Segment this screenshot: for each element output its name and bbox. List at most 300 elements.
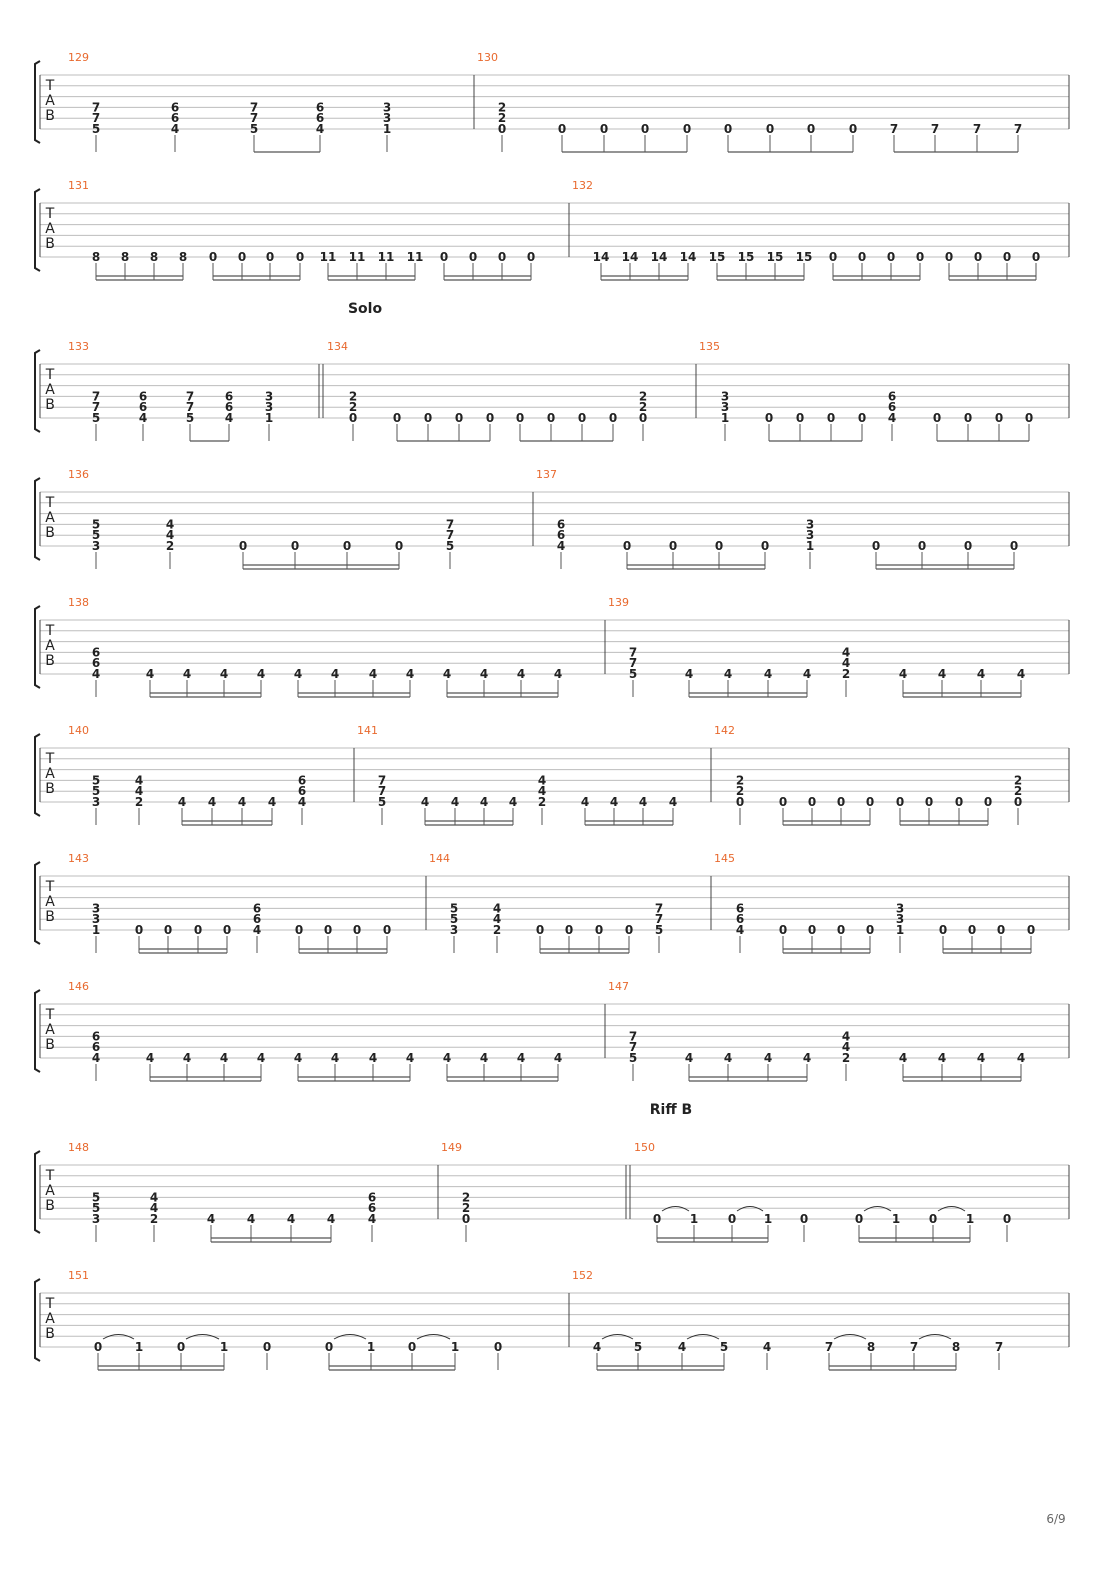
fret-number: 0 [497, 250, 507, 264]
fret-number: 4 [508, 795, 518, 809]
system-bracket [35, 734, 40, 816]
fret-number: 8 [951, 1340, 961, 1354]
fret-number: 7 [889, 122, 899, 136]
fret-number: 0 [895, 795, 905, 809]
fret-number: 4 [177, 795, 187, 809]
fret-number: 4 [405, 1051, 415, 1065]
tab-clef-letter: B [45, 236, 55, 252]
fret-number: 4 [684, 1051, 694, 1065]
tab-clef-letter: B [45, 1326, 55, 1342]
measure-number: 131 [68, 179, 89, 192]
fret-number: 3 [720, 389, 730, 404]
fret-number: 0 [564, 923, 574, 937]
fret-number: 0 [163, 923, 173, 937]
fret-number: 0 [454, 411, 464, 425]
fret-number: 11 [319, 250, 337, 264]
fret-number: 7 [824, 1340, 834, 1354]
fret-number: 5 [91, 773, 101, 788]
system-bracket [35, 606, 40, 688]
fret-number: 0 [848, 122, 858, 136]
fret-number: 4 [297, 795, 307, 809]
fret-number: 11 [377, 250, 395, 264]
hammer-on-slur [103, 1335, 134, 1340]
fret-number: 5 [91, 528, 101, 543]
fret-number: 0 [485, 411, 495, 425]
measure-number: 151 [68, 1269, 89, 1282]
fret-number: 15 [737, 250, 755, 264]
fret-number: 0 [938, 923, 948, 937]
fret-number: 0 [1026, 923, 1036, 937]
fret-number: 0 [439, 250, 449, 264]
tab-clef-letter: T [45, 879, 55, 895]
hammer-on-slur [919, 1335, 951, 1340]
tab-clef-letter: A [45, 382, 55, 398]
fret-number: 4 [315, 122, 325, 136]
hammer-on-slur [662, 1207, 689, 1212]
fret-number: 6 [367, 1190, 377, 1205]
fret-number: 4 [492, 901, 502, 916]
fret-number: 6 [138, 389, 148, 404]
fret-number: 14 [592, 250, 610, 264]
fret-number: 6 [138, 400, 148, 415]
tab-clef-letter: B [45, 909, 55, 925]
fret-number: 4 [256, 667, 266, 681]
fret-number: 4 [237, 795, 247, 809]
fret-number: 1 [720, 411, 730, 425]
fret-number: 7 [377, 784, 387, 799]
fret-number: 7 [445, 517, 455, 532]
page-number: 6/9 [1046, 1512, 1066, 1526]
tab-clef-letter: A [45, 510, 55, 526]
tab-clef-letter: A [45, 93, 55, 109]
fret-number: 4 [763, 667, 773, 681]
fret-number: 8 [178, 250, 188, 264]
fret-number: 5 [377, 795, 387, 809]
fret-number: 0 [865, 795, 875, 809]
fret-number: 7 [249, 111, 259, 126]
fret-number: 4 [170, 122, 180, 136]
tab-clef-letter: B [45, 781, 55, 797]
fret-number: 4 [405, 667, 415, 681]
fret-number: 4 [326, 1212, 336, 1226]
fret-number: 5 [185, 411, 195, 425]
fret-number: 1 [134, 1340, 144, 1354]
fret-number: 6 [887, 389, 897, 404]
fret-number: 0 [994, 411, 1004, 425]
fret-number: 15 [766, 250, 784, 264]
measure-number: 141 [357, 724, 378, 737]
fret-number: 4 [580, 795, 590, 809]
fret-number: 7 [654, 901, 664, 916]
fret-number: 0 [944, 250, 954, 264]
fret-number: 7 [628, 656, 638, 671]
measure-number: 149 [441, 1141, 462, 1154]
fret-number: 0 [928, 1212, 938, 1226]
system-bracket [35, 350, 40, 432]
fret-number: 7 [930, 122, 940, 136]
fret-number: 5 [628, 1051, 638, 1065]
fret-number: 4 [134, 773, 144, 788]
fret-number: 4 [182, 1051, 192, 1065]
fret-number: 0 [193, 923, 203, 937]
fret-number: 0 [134, 923, 144, 937]
system-bracket [35, 189, 40, 271]
fret-number: 0 [807, 923, 817, 937]
fret-number: 0 [735, 795, 745, 809]
fret-number: 5 [628, 667, 638, 681]
fret-number: 6 [735, 912, 745, 927]
fret-number: 0 [954, 795, 964, 809]
fret-number: 4 [898, 667, 908, 681]
tab-clef-letter: T [45, 78, 55, 94]
fret-number: 7 [249, 100, 259, 115]
fret-number: 1 [895, 923, 905, 937]
fret-number: 14 [650, 250, 668, 264]
fret-number: 3 [382, 111, 392, 126]
tab-clef-letter: A [45, 1022, 55, 1038]
fret-number: 7 [628, 1029, 638, 1044]
system-bracket [35, 1151, 40, 1233]
fret-number: 1 [689, 1212, 699, 1226]
measure-number: 144 [429, 852, 450, 865]
fret-number: 0 [294, 923, 304, 937]
fret-number: 4 [976, 1051, 986, 1065]
fret-number: 6 [315, 111, 325, 126]
fret-number: 0 [323, 923, 333, 937]
measure-number: 135 [699, 340, 720, 353]
fret-number: 1 [91, 923, 101, 937]
system-bracket [35, 862, 40, 944]
fret-number: 5 [91, 122, 101, 136]
tab-clef-letter: A [45, 894, 55, 910]
tab-clef-letter: B [45, 397, 55, 413]
fret-number: 2 [461, 1201, 471, 1216]
fret-number: 7 [377, 773, 387, 788]
fret-number: 0 [652, 1212, 662, 1226]
tab-clef-letter: T [45, 367, 55, 383]
fret-number: 8 [149, 250, 159, 264]
fret-number: 0 [806, 122, 816, 136]
tab-clef-letter: A [45, 766, 55, 782]
fret-number: 6 [91, 1040, 101, 1055]
fret-number: 0 [557, 122, 567, 136]
tab-clef-letter: B [45, 1037, 55, 1053]
hammer-on-slur [737, 1207, 763, 1212]
fret-number: 0 [917, 539, 927, 553]
fret-number: 0 [1009, 539, 1019, 553]
fret-number: 3 [264, 400, 274, 415]
fret-number: 0 [222, 923, 232, 937]
tab-clef-letter: T [45, 623, 55, 639]
tab-clef-letter: B [45, 108, 55, 124]
fret-number: 1 [382, 122, 392, 136]
hammer-on-slur [334, 1335, 366, 1340]
fret-number: 2 [497, 100, 507, 115]
measure-number: 133 [68, 340, 89, 353]
fret-number: 0 [682, 122, 692, 136]
fret-number: 7 [628, 1040, 638, 1055]
measure-number: 134 [327, 340, 348, 353]
fret-number: 0 [983, 795, 993, 809]
fret-number: 4 [182, 667, 192, 681]
fret-number: 2 [1013, 784, 1023, 799]
fret-number: 4 [537, 773, 547, 788]
fret-number: 4 [219, 667, 229, 681]
fret-number: 4 [224, 411, 234, 425]
measure-number: 148 [68, 1141, 89, 1154]
fret-number: 0 [352, 923, 362, 937]
hammer-on-slur [417, 1335, 450, 1340]
fret-number: 0 [1013, 795, 1023, 809]
fret-number: 0 [342, 539, 352, 553]
fret-number: 5 [719, 1340, 729, 1354]
fret-number: 5 [633, 1340, 643, 1354]
fret-number: 15 [708, 250, 726, 264]
fret-number: 7 [972, 122, 982, 136]
fret-number: 0 [963, 411, 973, 425]
fret-number: 4 [976, 667, 986, 681]
fret-number: 1 [450, 1340, 460, 1354]
fret-number: 7 [185, 389, 195, 404]
hammer-on-slur [687, 1335, 719, 1340]
fret-number: 4 [609, 795, 619, 809]
fret-number: 4 [442, 1051, 452, 1065]
fret-number: 6 [91, 1029, 101, 1044]
fret-number: 4 [723, 667, 733, 681]
fret-number: 1 [264, 411, 274, 425]
fret-number: 0 [836, 795, 846, 809]
fret-number: 2 [348, 400, 358, 415]
fret-number: 4 [138, 411, 148, 425]
tab-clef-letter: A [45, 221, 55, 237]
measure-number: 130 [477, 51, 498, 64]
fret-number: 2 [735, 784, 745, 799]
fret-number: 0 [461, 1212, 471, 1226]
measure-number: 138 [68, 596, 89, 609]
fret-number: 4 [368, 667, 378, 681]
fret-number: 0 [176, 1340, 186, 1354]
fret-number: 1 [805, 539, 815, 553]
fret-number: 5 [654, 923, 664, 937]
measure-number: 129 [68, 51, 89, 64]
fret-number: 0 [295, 250, 305, 264]
fret-number: 4 [802, 1051, 812, 1065]
fret-number: 0 [608, 411, 618, 425]
fret-number: 3 [91, 901, 101, 916]
fret-number: 2 [638, 400, 648, 415]
fret-number: 1 [219, 1340, 229, 1354]
fret-number: 14 [621, 250, 639, 264]
fret-number: 6 [735, 901, 745, 916]
fret-number: 0 [382, 923, 392, 937]
fret-number: 0 [594, 923, 604, 937]
fret-number: 5 [91, 1201, 101, 1216]
measure-number: 132 [572, 179, 593, 192]
fret-number: 2 [735, 773, 745, 788]
fret-number: 2 [165, 539, 175, 553]
fret-number: 8 [120, 250, 130, 264]
fret-number: 5 [445, 539, 455, 553]
fret-number: 0 [394, 539, 404, 553]
tab-clef-letter: A [45, 638, 55, 654]
fret-number: 0 [727, 1212, 737, 1226]
fret-number: 6 [252, 901, 262, 916]
fret-number: 4 [207, 795, 217, 809]
fret-number: 4 [684, 667, 694, 681]
fret-number: 0 [967, 923, 977, 937]
fret-number: 4 [149, 1201, 159, 1216]
tab-clef-letter: A [45, 1183, 55, 1199]
fret-number: 0 [826, 411, 836, 425]
measure-number: 136 [68, 468, 89, 481]
tab-clef-letter: T [45, 495, 55, 511]
fret-number: 0 [238, 539, 248, 553]
fret-number: 3 [91, 912, 101, 927]
hammer-on-slur [834, 1335, 866, 1340]
fret-number: 0 [807, 795, 817, 809]
fret-number: 2 [497, 111, 507, 126]
section-label: Riff B [649, 1102, 693, 1118]
fret-number: 4 [286, 1212, 296, 1226]
fret-number: 2 [149, 1212, 159, 1226]
fret-number: 2 [638, 389, 648, 404]
fret-number: 6 [556, 517, 566, 532]
hammer-on-slur [602, 1335, 633, 1340]
system-bracket [35, 990, 40, 1072]
fret-number: 5 [91, 784, 101, 799]
fret-number: 4 [898, 1051, 908, 1065]
fret-number: 7 [654, 912, 664, 927]
fret-number: 0 [515, 411, 525, 425]
fret-number: 4 [252, 923, 262, 937]
fret-number: 5 [249, 122, 259, 136]
fret-number: 0 [638, 411, 648, 425]
hammer-on-slur [186, 1335, 219, 1340]
fret-number: 3 [805, 517, 815, 532]
fret-number: 4 [516, 667, 526, 681]
fret-number: 1 [891, 1212, 901, 1226]
fret-number: 4 [1016, 667, 1026, 681]
fret-number: 3 [449, 923, 459, 937]
section-label: Solo [347, 301, 383, 317]
fret-number: 5 [91, 411, 101, 425]
fret-number: 11 [406, 250, 424, 264]
fret-number: 0 [778, 923, 788, 937]
fret-number: 4 [592, 1340, 602, 1354]
fret-number: 0 [854, 1212, 864, 1226]
fret-number: 4 [256, 1051, 266, 1065]
fret-number: 0 [577, 411, 587, 425]
fret-number: 4 [267, 795, 277, 809]
fret-number: 4 [479, 1051, 489, 1065]
hammer-on-slur [938, 1207, 965, 1212]
fret-number: 6 [252, 912, 262, 927]
fret-number: 0 [714, 539, 724, 553]
fret-number: 3 [805, 528, 815, 543]
measure-number: 147 [608, 980, 629, 993]
fret-number: 8 [91, 250, 101, 264]
fret-number: 4 [149, 1190, 159, 1205]
fret-number: 2 [1013, 773, 1023, 788]
fret-number: 14 [679, 250, 697, 264]
tab-clef-letter: T [45, 1007, 55, 1023]
fret-number: 3 [91, 539, 101, 553]
fret-number: 7 [628, 645, 638, 660]
fret-number: 4 [841, 656, 851, 671]
fret-number: 0 [764, 411, 774, 425]
fret-number: 0 [778, 795, 788, 809]
measure-number: 143 [68, 852, 89, 865]
fret-number: 6 [170, 100, 180, 115]
fret-number: 0 [290, 539, 300, 553]
fret-number: 0 [1024, 411, 1034, 425]
fret-number: 4 [1016, 1051, 1026, 1065]
fret-number: 0 [407, 1340, 417, 1354]
fret-number: 6 [297, 784, 307, 799]
fret-number: 0 [622, 539, 632, 553]
fret-number: 1 [366, 1340, 376, 1354]
fret-number: 2 [841, 1051, 851, 1065]
fret-number: 6 [224, 389, 234, 404]
fret-number: 0 [208, 250, 218, 264]
fret-number: 3 [720, 400, 730, 415]
fret-number: 4 [134, 784, 144, 799]
fret-number: 4 [442, 667, 452, 681]
system-bracket [35, 478, 40, 560]
fret-number: 6 [297, 773, 307, 788]
fret-number: 4 [668, 795, 678, 809]
tab-clef-letter: T [45, 751, 55, 767]
fret-number: 4 [841, 1029, 851, 1044]
fret-number: 4 [937, 667, 947, 681]
fret-number: 5 [449, 901, 459, 916]
fret-number: 6 [91, 645, 101, 660]
measure-number: 152 [572, 1269, 593, 1282]
fret-number: 6 [170, 111, 180, 126]
fret-number: 0 [423, 411, 433, 425]
fret-number: 0 [324, 1340, 334, 1354]
fret-number: 0 [624, 923, 634, 937]
fret-number: 0 [668, 539, 678, 553]
fret-number: 4 [368, 1051, 378, 1065]
measure-number: 146 [68, 980, 89, 993]
fret-number: 3 [895, 901, 905, 916]
fret-number: 3 [264, 389, 274, 404]
tab-clef-letter: T [45, 1168, 55, 1184]
fret-number: 5 [449, 912, 459, 927]
fret-number: 4 [638, 795, 648, 809]
fret-number: 0 [963, 539, 973, 553]
fret-number: 6 [887, 400, 897, 415]
fret-number: 4 [516, 1051, 526, 1065]
fret-number: 7 [909, 1340, 919, 1354]
fret-number: 2 [492, 923, 502, 937]
fret-number: 7 [1013, 122, 1023, 136]
fret-number: 4 [762, 1340, 772, 1354]
fret-number: 4 [841, 1040, 851, 1055]
fret-number: 0 [723, 122, 733, 136]
fret-number: 3 [382, 100, 392, 115]
fret-number: 4 [479, 795, 489, 809]
fret-number: 4 [246, 1212, 256, 1226]
fret-number: 0 [828, 250, 838, 264]
fret-number: 4 [367, 1212, 377, 1226]
fret-number: 4 [330, 1051, 340, 1065]
measure-number: 145 [714, 852, 735, 865]
tab-clef-letter: A [45, 1311, 55, 1327]
fret-number: 7 [91, 111, 101, 126]
fret-number: 7 [994, 1340, 1004, 1354]
